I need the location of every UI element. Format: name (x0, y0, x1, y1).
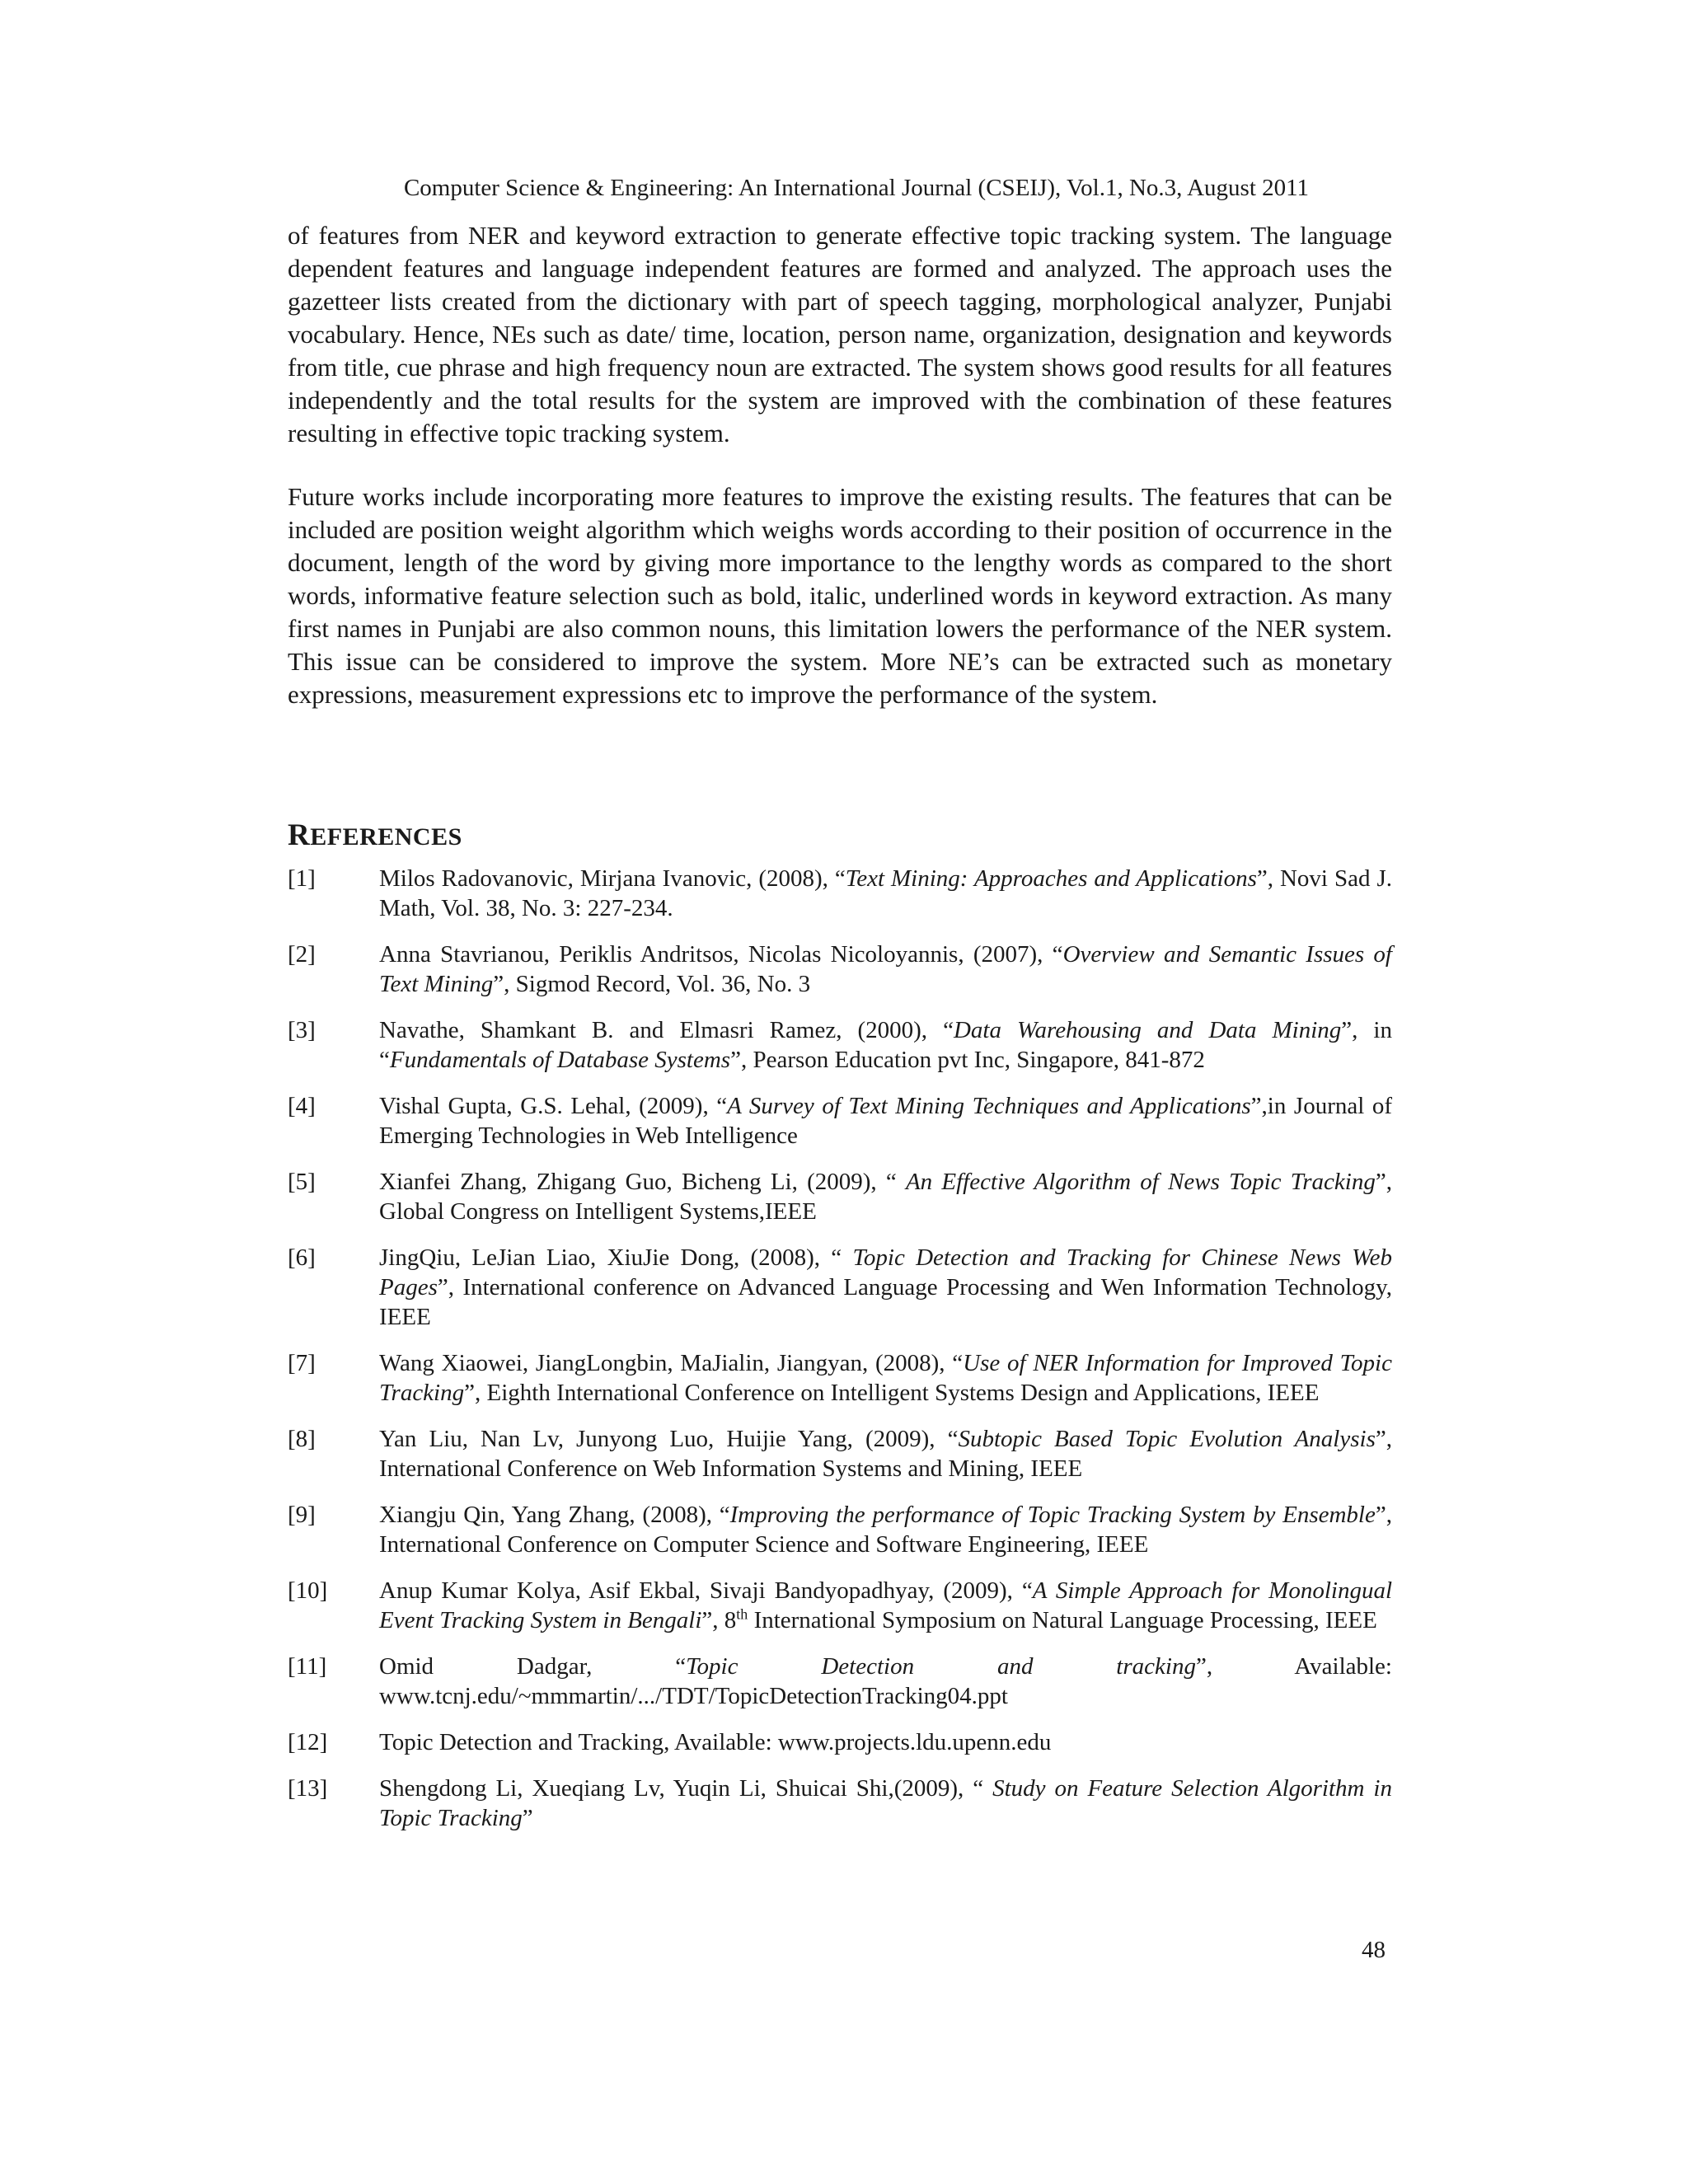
reference-title: An Effective Algorithm of News Topic Tracking (905, 1169, 1376, 1195)
reference-number: [13] (288, 1775, 328, 1802)
reference-title: Use of NER Information for Improved Topic Tracking (379, 1350, 1392, 1406)
reference-authors: Vishal Gupta, G.S. Lehal, (2009), “ (379, 1093, 728, 1119)
reference-number: [5] (288, 1169, 316, 1195)
reference-title: Data Warehousing and Data Mining (953, 1017, 1342, 1043)
reference-item (288, 1015, 1392, 1075)
reference-list (288, 864, 1392, 1849)
reference-text: Topic Detection and Tracking, Available: www.projects.ldu.upenn.edu (379, 1729, 1052, 1755)
page-number: 48 (1362, 1937, 1386, 1963)
reference-source: ”,in Journal of Emerging Technologies in Web Intelligence (379, 1093, 1392, 1149)
reference-item (288, 1774, 1392, 1833)
reference-number: [10] (288, 1577, 328, 1604)
reference-authors: Anna Stavrianou, Periklis Andritsos, Nicolas Nicoloyannis, (2007), “ (379, 941, 1063, 968)
heading-initial: R (288, 818, 311, 852)
reference-authors: Omid Dadgar, “ (379, 1653, 687, 1680)
reference-authors: Anup Kumar Kolya, Asif Ekbal, Sivaji Bandyopadhyay, (2009), “ (379, 1577, 1033, 1604)
reference-title: Topic Detection and Tracking for Chinese News Web Pages (379, 1244, 1392, 1301)
reference-title: A Simple Approach for Monolingual Event Tracking System in Bengali (379, 1577, 1393, 1633)
reference-source: ” (522, 1805, 533, 1831)
reference-source: ”, International conference on Advanced Language Processing and Wen Information Technology, IEEE (379, 1274, 1392, 1330)
running-head: Computer Science & Engineering: An International Journal (CSEIJ), Vol.1, No.3, August 2011 (403, 175, 1310, 201)
heading-rest: EFERENCES (310, 823, 462, 851)
reference-number: [9] (288, 1502, 316, 1528)
reference-number: [8] (288, 1426, 316, 1452)
reference-number: [11] (288, 1653, 327, 1680)
reference-source: ”, International Conference on Web Information Systems and Mining, IEEE (379, 1426, 1392, 1482)
reference-authors: Xianfei Zhang, Zhigang Guo, Bicheng Li, (2009), “ (379, 1169, 906, 1195)
reference-item (288, 1652, 1392, 1711)
reference-item (288, 1243, 1392, 1332)
reference-source: International Symposium on Natural Language Processing, IEEE (748, 1607, 1377, 1633)
reference-title: A Survey of Text Mining Techniques and Applications (727, 1093, 1251, 1119)
reference-authors: Wang Xiaowei, JiangLongbin, MaJialin, Jiangyan, (2008), “ (379, 1350, 964, 1376)
reference-number: [4] (288, 1093, 316, 1119)
references-heading (288, 816, 462, 857)
reference-source: ”, Global Congress on Intelligent Systems,IEEE (379, 1169, 1392, 1225)
reference-authors: Shengdong Li, Xueqiang Lv, Yuqin Li, Shuicai Shi,(2009), “ (379, 1775, 993, 1802)
reference-item (288, 864, 1392, 923)
reference-item (288, 1091, 1392, 1151)
reference-number: [7] (288, 1350, 316, 1376)
reference-item (288, 1500, 1392, 1559)
reference-source: ”, Available: (1195, 1653, 1392, 1680)
reference-title: Topic Detection and tracking (686, 1653, 1196, 1680)
reference-item (288, 1727, 1392, 1757)
reference-title: Text Mining: Approaches and Applications (845, 865, 1257, 892)
reference-authors: Xiangju Qin, Yang Zhang, (2008), “ (379, 1502, 730, 1528)
reference-authors: Milos Radovanovic, Mirjana Ivanovic, (2008), “ (379, 865, 846, 892)
reference-number: [2] (288, 941, 316, 968)
reference-book-title: Fundamentals of Database Systems (389, 1047, 731, 1073)
reference-number: [1] (288, 865, 316, 892)
body-paragraph-2 (288, 480, 1392, 711)
reference-item (288, 940, 1392, 999)
reference-item (288, 1424, 1392, 1483)
paragraph-text: Future works include incorporating more features to improve the existing results. The features that can be included are position weight algorithm which weighs words according to their position of occurrence in the document, length of the word by giving more importance to the lengthy words as compared to the short words, informative feature selection such as bold, italic, underlined words in keyword extraction. As many first names in Punjabi are also common nouns, this limitation lowers the performance of the NER system. This issue can be considered to improve the system. More NE’s can be extracted such as monetary expressions, measurement expressions etc to improve the performance of the system. (288, 482, 1392, 709)
reference-title: Overview and Semantic Issues of Text Mining (379, 941, 1392, 997)
reference-number: [3] (288, 1017, 316, 1043)
reference-source: ”, International Conference on Computer Science and Software Engineering, IEEE (379, 1502, 1392, 1558)
reference-item (288, 1348, 1392, 1408)
reference-source: ”, Eighth International Conference on Intelligent Systems Design and Applications, IEEE (464, 1380, 1320, 1406)
reference-source: ”, Novi Sad J. Math, Vol. 38, No. 3: 227-234. (379, 865, 1392, 921)
reference-connector: ”, in “ (379, 1017, 1392, 1073)
reference-number: [6] (288, 1244, 316, 1271)
reference-item (288, 1167, 1392, 1226)
reference-authors: JingQiu, LeJian Liao, XiuJie Dong, (2008), “ (379, 1244, 853, 1271)
reference-item (288, 1576, 1392, 1635)
ordinal-suffix: th (736, 1605, 748, 1623)
reference-connector: ”, 8 (701, 1607, 737, 1633)
reference-number: [12] (288, 1729, 328, 1755)
paragraph-text: of features from NER and keyword extraction to generate effective topic tracking system. The language dependent features and language independent features are formed and analyzed. The approach uses the gazetteer lists created from the dictionary with part of speech tagging, morphological analyzer, Punjabi vocabulary. Hence, NEs such as date/ time, location, person name, organization, designation and keywords from title, cue phrase and high frequency noun are extracted. The system shows good results for all features independently and the total results for the system are improved with the combination of these features resulting in effective topic tracking system. (288, 221, 1392, 448)
reference-title: Improving the performance of Topic Tracking System by Ensemble (729, 1502, 1376, 1528)
reference-authors: Yan Liu, Nan Lv, Junyong Luo, Huijie Yang, (2009), “ (379, 1426, 959, 1452)
reference-source: ”, Pearson Education pvt Inc, Singapore, 841-872 (730, 1047, 1205, 1073)
body-paragraph-1 (288, 219, 1392, 450)
reference-authors: Navathe, Shamkant B. and Elmasri Ramez, (2000), “ (379, 1017, 954, 1043)
reference-title: Study on Feature Selection Algorithm in Topic Tracking (379, 1775, 1392, 1831)
reference-url: www.tcnj.edu/~mmmartin/.../TDT/TopicDetectionTracking04.ppt (379, 1683, 1008, 1709)
reference-title: Subtopic Based Topic Evolution Analysis (958, 1426, 1376, 1452)
reference-source: ”, Sigmod Record, Vol. 36, No. 3 (493, 971, 811, 997)
